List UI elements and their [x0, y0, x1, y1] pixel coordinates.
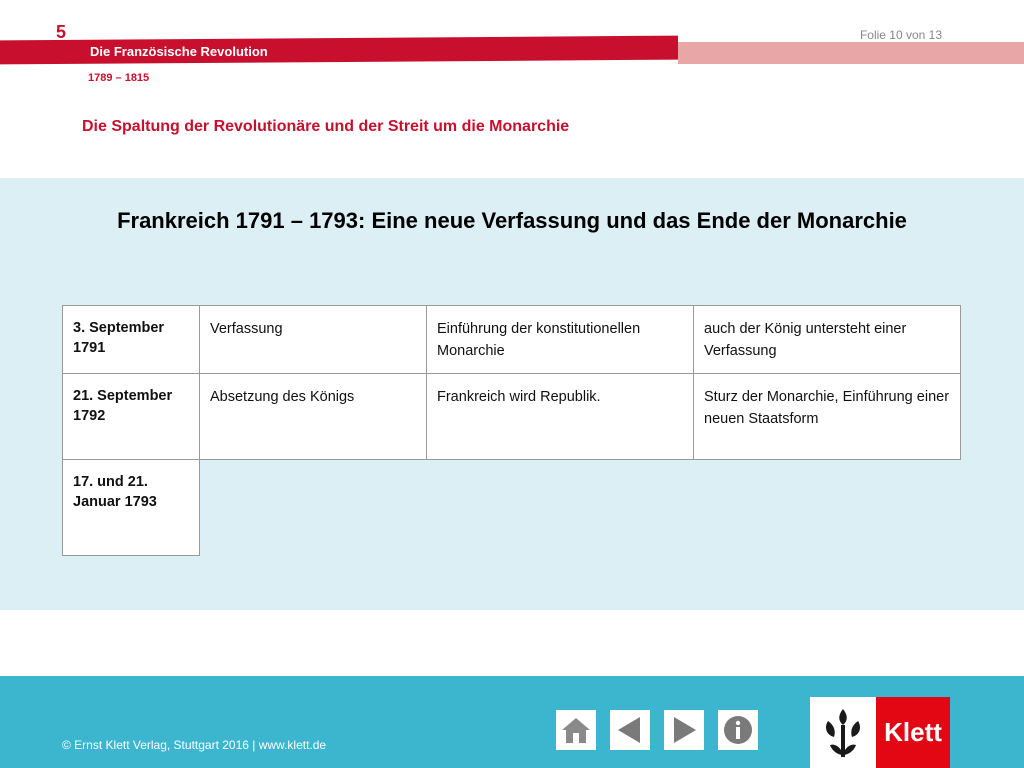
- next-arrow-icon: [668, 714, 700, 746]
- header-banner-tail: [678, 42, 1024, 64]
- info-icon: [722, 714, 754, 746]
- table-cell-date: 17. und 21. Januar 1793: [63, 460, 200, 556]
- info-button[interactable]: [718, 710, 758, 750]
- previous-button[interactable]: [610, 710, 650, 750]
- home-icon: [560, 715, 592, 745]
- table-cell-meaning: Sturz der Monarchie, Einführung einer neuen Staatsform: [694, 374, 961, 460]
- table-cell-empty: [694, 460, 961, 556]
- table-cell-date: 3. September 1791: [63, 306, 200, 374]
- chapter-title: Die Französische Revolution: [90, 44, 268, 59]
- timeline-table: [62, 305, 961, 556]
- table-row: [63, 460, 961, 556]
- table-cell-result: Einführung der konstitutionellen Monarchie: [427, 306, 694, 374]
- klett-emblem-icon: [810, 697, 876, 768]
- table-cell-event: Verfassung: [200, 306, 427, 374]
- slide-counter: Folie 10 von 13: [859, 28, 942, 42]
- home-button[interactable]: [556, 710, 596, 750]
- chapter-number: 5: [56, 22, 67, 42]
- table-cell-result: Frankreich wird Republik.: [427, 374, 694, 460]
- previous-arrow-icon: [614, 714, 646, 746]
- table-row: [63, 306, 961, 374]
- table-cell-date: 21. September 1792: [63, 374, 200, 460]
- table-cell-empty: [200, 460, 427, 556]
- table-cell-meaning: auch der König untersteht einer Verfassung: [694, 306, 961, 374]
- slide-subtitle: Die Spaltung der Revolutionäre und der Streit um die Monarchie: [82, 118, 570, 135]
- next-button[interactable]: [664, 710, 704, 750]
- table-cell-empty: [427, 460, 694, 556]
- copyright-text: © Ernst Klett Verlag, Stuttgart 2016 | www.klett.de: [62, 738, 327, 752]
- klett-logo-text: Klett: [876, 697, 950, 768]
- slide-title: Frankreich 1791 – 1793: Eine neue Verfassung und das Ende der Monarchie: [117, 208, 907, 233]
- years-label: 1789 – 1815: [88, 72, 150, 84]
- table-row: [63, 374, 961, 460]
- table-cell-event: Absetzung des Königs: [200, 374, 427, 460]
- klett-logo[interactable]: [810, 697, 950, 768]
